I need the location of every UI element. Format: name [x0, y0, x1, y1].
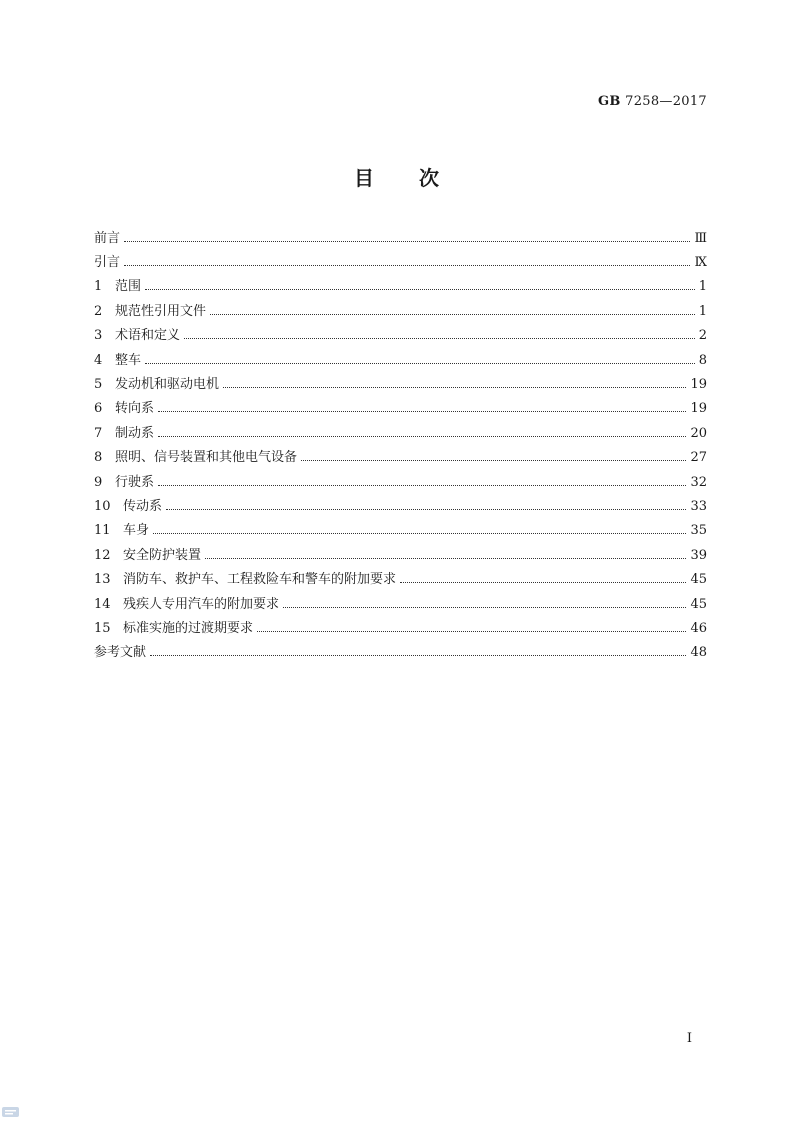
toc-entry-page: 2	[698, 328, 707, 344]
toc-entry-number: 7	[94, 425, 103, 441]
toc-entry[interactable]	[94, 494, 707, 518]
toc-leader-dots	[158, 411, 686, 412]
toc-entry-number: 3	[94, 328, 103, 344]
toc-leader-dots	[124, 241, 690, 242]
toc-entry[interactable]	[94, 519, 707, 543]
toc-entry-page: 20	[690, 425, 707, 441]
toc-entry-page: 8	[698, 352, 707, 368]
toc-leader-dots	[184, 338, 695, 339]
toc-entry-page: 19	[690, 401, 707, 417]
toc-leader-dots	[166, 509, 686, 510]
toc-leader-dots	[150, 655, 686, 656]
toc-entry-label: 转向系	[115, 401, 155, 417]
toc-entry-number: 1	[94, 279, 103, 295]
toc-entry-label: 发动机和驱动电机	[115, 377, 220, 393]
toc-leader-dots	[283, 607, 686, 608]
toc-entry-page: 1	[698, 279, 707, 295]
toc-entry-number: 12	[94, 547, 111, 563]
toc-entry-label: 安全防护装置	[123, 547, 202, 563]
toc-entry-number: 9	[94, 474, 103, 490]
toc-entry-page: 27	[690, 450, 707, 466]
toc-entry-number: 13	[94, 572, 111, 588]
toc-entry-page: 33	[690, 498, 707, 514]
toc-entry[interactable]	[94, 275, 707, 299]
page-number: I	[686, 1031, 692, 1046]
toc-leader-dots	[400, 582, 686, 583]
toc-entry[interactable]	[94, 324, 707, 348]
toc-leader-dots	[145, 363, 695, 364]
toc-entry-label: 车身	[123, 523, 150, 539]
table-of-contents	[94, 226, 707, 665]
toc-entry-label: 规范性引用文件	[115, 303, 207, 319]
toc-leader-dots	[158, 485, 686, 486]
toc-entry-page: 39	[690, 547, 707, 563]
toc-entry-label: 传动系	[123, 498, 163, 514]
toc-entry-page: 45	[690, 572, 707, 588]
toc-entry-number: 8	[94, 450, 103, 466]
toc-entry-number: 5	[94, 377, 103, 393]
standard-prefix: GB	[597, 94, 621, 109]
toc-entry[interactable]	[94, 299, 707, 323]
toc-entry-number: 15	[94, 620, 111, 636]
toc-entry-number: 14	[94, 596, 111, 612]
toc-leader-dots	[210, 314, 695, 315]
page-title: 目 次	[354, 166, 439, 190]
toc-entry-number: 11	[94, 523, 111, 539]
standard-number: 7258—2017	[625, 94, 707, 109]
toc-entry-label: 残疾人专用汽车的附加要求	[123, 596, 280, 612]
toc-entry-label: 标准实施的过渡期要求	[123, 620, 254, 636]
toc-entry-label: 行驶系	[115, 474, 155, 490]
toc-entry-label: 照明、信号装置和其他电气设备	[115, 450, 298, 466]
toc-entry[interactable]	[94, 250, 707, 274]
toc-leader-dots	[145, 289, 695, 290]
toc-entry-page: 32	[690, 474, 707, 490]
toc-entry[interactable]	[94, 446, 707, 470]
toc-entry[interactable]	[94, 372, 707, 396]
toc-leader-dots	[223, 387, 686, 388]
corner-watermark-icon	[2, 1106, 20, 1118]
toc-entry[interactable]	[94, 543, 707, 567]
standard-code	[598, 94, 707, 109]
toc-entry-label: 制动系	[115, 425, 155, 441]
toc-entry-label: 范围	[115, 279, 142, 295]
toc-entry[interactable]	[94, 592, 707, 616]
toc-entry-page: 35	[690, 523, 707, 539]
toc-entry-label: 参考文献	[94, 645, 147, 661]
toc-entry-page: Ⅸ	[694, 255, 707, 271]
toc-entry[interactable]	[94, 421, 707, 445]
toc-entry[interactable]	[94, 641, 707, 665]
toc-leader-dots	[205, 558, 686, 559]
toc-leader-dots	[158, 436, 686, 437]
toc-entry-page: Ⅲ	[694, 230, 707, 246]
toc-entry[interactable]	[94, 397, 707, 421]
toc-leader-dots	[257, 631, 686, 632]
toc-entry-label: 整车	[115, 352, 142, 368]
toc-leader-dots	[153, 533, 686, 534]
toc-entry-label: 引言	[94, 255, 121, 271]
toc-entry-number: 10	[94, 498, 111, 514]
toc-entry[interactable]	[94, 616, 707, 640]
toc-entry-page: 45	[690, 596, 707, 612]
toc-entry-number: 4	[94, 352, 103, 368]
toc-entry-label: 消防车、救护车、工程救险车和警车的附加要求	[123, 572, 397, 588]
toc-entry[interactable]	[94, 348, 707, 372]
toc-entry-page: 48	[690, 645, 707, 661]
toc-entry-page: 1	[698, 303, 707, 319]
toc-entry[interactable]	[94, 226, 707, 250]
toc-entry-page: 19	[690, 377, 707, 393]
toc-entry-number: 2	[94, 303, 103, 319]
toc-entry-number: 6	[94, 401, 103, 417]
toc-leader-dots	[301, 460, 686, 461]
toc-leader-dots	[124, 265, 690, 266]
toc-entry-page: 46	[690, 620, 707, 636]
toc-entry[interactable]	[94, 567, 707, 591]
toc-entry-label: 术语和定义	[115, 328, 181, 344]
toc-entry-label: 前言	[94, 230, 121, 246]
toc-entry[interactable]	[94, 470, 707, 494]
